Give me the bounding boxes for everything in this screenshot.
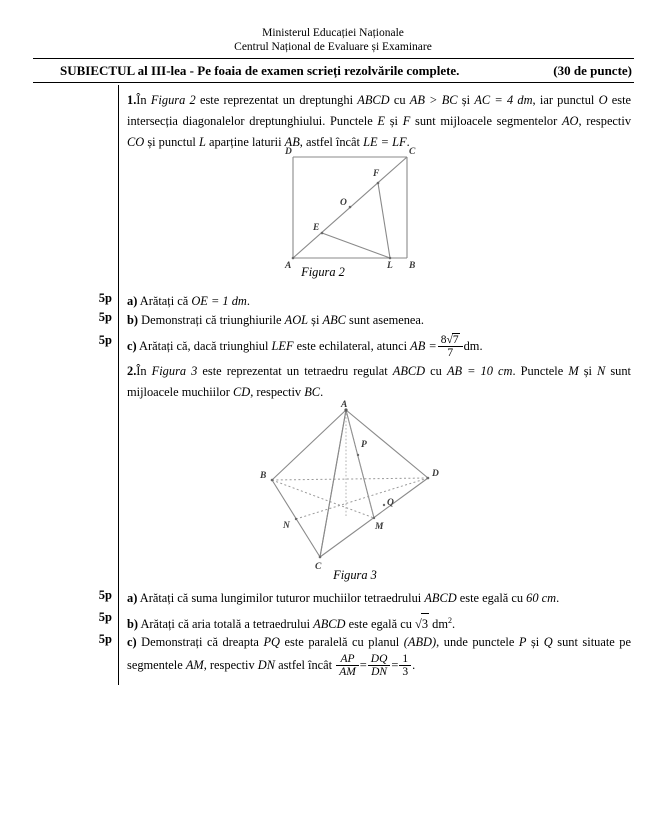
item-2b-math: ABCD — [313, 617, 346, 632]
p1-point-o: O — [598, 93, 608, 107]
p2-t2: este reprezentat un tetraedru regulat — [197, 364, 393, 378]
problem-1-statement — [127, 90, 631, 153]
figure-2-label-E: E — [313, 223, 320, 233]
p1-point-e: E — [377, 114, 385, 128]
p1-point-l: L — [198, 135, 206, 149]
p1-t5: , iar punctul — [532, 93, 599, 107]
figure-3-label-B: B — [260, 471, 267, 481]
item-2c-t5: sunt situate pe segmentele — [127, 635, 631, 673]
figure-3-caption: Figura 3 — [333, 568, 377, 582]
item-1a-marker: a) — [127, 294, 138, 308]
item-2c-t2: este paralelă cu planul — [280, 635, 404, 649]
item-2a-t2: este egală cu — [456, 591, 527, 605]
item-2c-marker: c) — [127, 635, 137, 649]
figure-2-svg — [278, 145, 428, 270]
p2-t1: În — [136, 364, 152, 378]
item-1a — [127, 291, 631, 312]
segment-le — [322, 233, 390, 258]
item-2c-t3: , unde punctele — [436, 635, 519, 649]
point-q-dot — [383, 504, 385, 506]
item-2b-marker: b) — [127, 617, 139, 632]
figure-3-svg — [255, 400, 445, 570]
point-b-dot — [271, 479, 274, 482]
frac2-num: DQ — [370, 653, 388, 665]
item-2b-radicand: 3 — [421, 613, 429, 635]
item-2c-plane: (ABD) — [403, 635, 437, 649]
figure-3-label-C: C — [315, 562, 322, 570]
figure-3-label-A: A — [341, 400, 348, 410]
item-2c-seg-dn: DN — [257, 658, 275, 673]
p1-seg-co: CO — [127, 135, 145, 149]
p1-t10: și punctul — [144, 135, 199, 149]
item-1a-t2: . — [246, 294, 250, 308]
edge-ac-front — [320, 410, 346, 557]
p2-t7: , respectiv — [250, 385, 305, 399]
item-2c — [127, 632, 631, 679]
points-1a: 5p — [98, 291, 112, 305]
item-2a — [127, 588, 631, 609]
point-e-dot — [321, 232, 324, 235]
point-f-dot — [377, 182, 380, 185]
item-1a-math: OE = 1 dm — [191, 294, 247, 308]
figure-2-label-B: B — [409, 261, 416, 270]
figure-3-label-D: D — [432, 469, 439, 479]
point-n-dot — [295, 518, 297, 520]
p1-t4: și — [457, 93, 475, 107]
item-2b-unit-group — [429, 617, 452, 631]
item-1a-t1: Arătați că — [137, 294, 192, 308]
p2-abcd: ABCD — [392, 364, 426, 378]
item-1c-t2: este echilateral, atunci — [293, 339, 411, 354]
points-2b: 5p — [98, 610, 112, 624]
p1-abcd: ABCD — [357, 93, 390, 107]
item-1b-t3: sunt asemenea. — [345, 313, 425, 327]
item-1c-t1: Arătați că, dacă triunghiul — [136, 339, 272, 354]
item-2c-seg-am: AM — [185, 658, 204, 673]
p1-t7: și — [385, 114, 403, 128]
frac1-den: AM — [336, 665, 359, 678]
figure-3-label-M: M — [375, 522, 384, 532]
item-2a-math: ABCD — [424, 591, 457, 605]
item-2a-math2: 60 cm — [526, 591, 557, 605]
point-d-dot — [427, 477, 430, 480]
segment-bm — [272, 480, 374, 518]
item-1b-t2: și — [308, 313, 323, 327]
item-2a-t1: Arătați că suma lungimilor tuturor muchiilor tetraedrului — [137, 591, 425, 605]
item-1c-radicand: 7 — [452, 334, 459, 346]
item-1c-unit: dm — [463, 339, 480, 354]
header-rule-bottom — [33, 82, 634, 83]
figure-2-caption: Figura 2 — [301, 265, 345, 279]
subject-points: (30 de puncte) — [553, 63, 632, 78]
sqrt-icon: √ — [446, 334, 453, 346]
p1-seg-ao: AO — [561, 114, 579, 128]
item-2c-fraction-1 — [336, 653, 359, 679]
tetrahedron-solid-edges — [272, 410, 428, 557]
item-1c-marker: c) — [127, 339, 137, 354]
p1-seg-ab: AB — [284, 135, 300, 149]
p1-ac-value: AC = 4 dm — [474, 93, 533, 107]
point-l-dot — [389, 257, 392, 260]
p2-t3: cu — [425, 364, 447, 378]
p1-le-lf: LE = LF — [363, 135, 407, 149]
p2-t5: și — [578, 364, 598, 378]
frac3-num: 1 — [402, 653, 409, 665]
item-2c-t8: . — [412, 658, 416, 673]
figure-2-label-O: O — [340, 198, 347, 208]
segment-lf — [378, 183, 390, 258]
figure-2-label-A: A — [285, 261, 292, 270]
item-2c-pq: PQ — [263, 635, 280, 649]
item-2c-point-p: P — [518, 635, 527, 649]
item-1c — [127, 333, 631, 360]
header-rule-top — [33, 58, 634, 59]
p1-t11: aparține laturii — [205, 135, 285, 149]
item-2b-unit: dm — [432, 617, 448, 632]
item-2a-t3: . — [556, 591, 560, 605]
p1-t1: În — [136, 93, 151, 107]
p1-t12: , astfel încât — [299, 135, 364, 149]
figure-2-label-L: L — [387, 261, 393, 270]
item-1c-frac-num — [438, 333, 463, 346]
item-1c-math: LEF — [271, 339, 294, 354]
ministry-line: Ministerul Educației Naționale — [262, 27, 404, 39]
p2-t4: . Punctele — [512, 364, 569, 378]
p2-edge-bc: BC — [304, 385, 321, 399]
p1-t9: , respectiv — [578, 114, 632, 128]
frac3-den: 3 — [399, 665, 411, 678]
item-1c-t3: . — [479, 339, 483, 354]
item-2a-marker: a) — [127, 591, 138, 605]
figure-2-label-F: F — [373, 169, 380, 179]
item-2b-exponent: 2 — [447, 616, 452, 625]
p2-t8: . — [320, 385, 324, 399]
item-1c-frac-den: 7 — [438, 346, 463, 359]
p2-ab-value: AB = 10 cm — [446, 364, 513, 378]
p1-t2: este reprezentat un dreptunghi — [195, 93, 358, 107]
points-column-divider — [118, 85, 119, 685]
problem-2-number: 2. — [127, 364, 137, 378]
p2-figure-ref: Figura 3 — [151, 364, 198, 378]
point-p-dot — [357, 454, 359, 456]
frac2-den: DN — [368, 665, 391, 678]
figure-2-label-D: D — [285, 147, 292, 157]
point-o-dot — [349, 206, 352, 209]
item-1b-marker: b) — [127, 313, 139, 327]
point-m-dot — [373, 517, 375, 519]
subject-title: SUBIECTUL al III-lea - Pe foaia de examen scrieți rezolvările complete. — [60, 63, 460, 78]
item-1b-math: AOL — [284, 313, 309, 327]
point-c-dot — [319, 556, 322, 559]
segment-dn — [296, 478, 428, 519]
item-2c-fraction-2 — [368, 653, 391, 679]
item-1c-ab: AB = — [410, 339, 437, 354]
points-2a: 5p — [98, 588, 112, 602]
item-2b-t2: este egală cu — [345, 617, 415, 632]
p1-t8: sunt mijloacele segmentelor — [410, 114, 562, 128]
center-line: Centrul Național de Evaluare și Examinare — [234, 41, 432, 53]
item-1b — [127, 310, 631, 331]
p1-inequality: AB > BC — [409, 93, 458, 107]
points-2c: 5p — [98, 632, 112, 646]
p1-point-f: F — [402, 114, 411, 128]
item-2b-sqrt3 — [415, 617, 429, 631]
figure-2 — [278, 145, 428, 275]
item-2c-eq2: = — [391, 658, 399, 673]
item-1c-coef: 8 — [440, 334, 447, 346]
item-2c-point-q: Q — [543, 635, 553, 649]
item-2c-t7: astfel încât — [274, 658, 336, 673]
segment-am — [346, 410, 374, 518]
points-1c: 5p — [98, 333, 112, 347]
item-2c-eq1: = — [359, 658, 367, 673]
p1-t3: cu — [389, 93, 410, 107]
item-2c-t6: , respectiv — [203, 658, 258, 673]
item-2c-fraction-3 — [399, 653, 411, 679]
item-1c-fraction — [438, 333, 463, 360]
figure-3-label-P: P — [361, 440, 367, 450]
points-1b: 5p — [98, 310, 112, 324]
sqrt-icon: √ — [415, 617, 422, 632]
item-2c-t4: și — [526, 635, 544, 649]
hidden-edge-bd — [272, 478, 428, 480]
p2-t6: sunt mijloacele muchiilor — [127, 364, 631, 399]
item-2b-t3: . — [451, 617, 456, 632]
p2-point-m: M — [568, 364, 579, 378]
item-2b-t1: Arătați că aria totală a tetraedrului — [138, 617, 314, 632]
institution-header — [33, 26, 633, 54]
problem-1-number: 1. — [127, 93, 137, 107]
p2-point-n: N — [597, 364, 606, 378]
item-2c-t1: Demonstrați că dreapta — [136, 635, 264, 649]
subject-bar — [33, 62, 634, 82]
figure-2-label-C: C — [409, 147, 416, 157]
p1-t6: este intersecția diagonalelor dreptunghiului. Punctele — [127, 93, 632, 128]
p1-figure-ref: Figura 2 — [150, 93, 196, 107]
item-1b-t1: Demonstrați că triunghiurile — [138, 313, 285, 327]
point-a-dot — [292, 257, 295, 260]
figure-3-label-Q: Q — [387, 498, 394, 508]
figure-3 — [255, 400, 445, 575]
frac1-num: AP — [340, 653, 355, 665]
p1-t13: . — [406, 135, 410, 149]
item-1b-math2: ABC — [322, 313, 346, 327]
figure-3-label-N: N — [283, 521, 290, 531]
p2-edge-cd: CD — [232, 385, 251, 399]
problem-2-statement — [127, 361, 631, 403]
